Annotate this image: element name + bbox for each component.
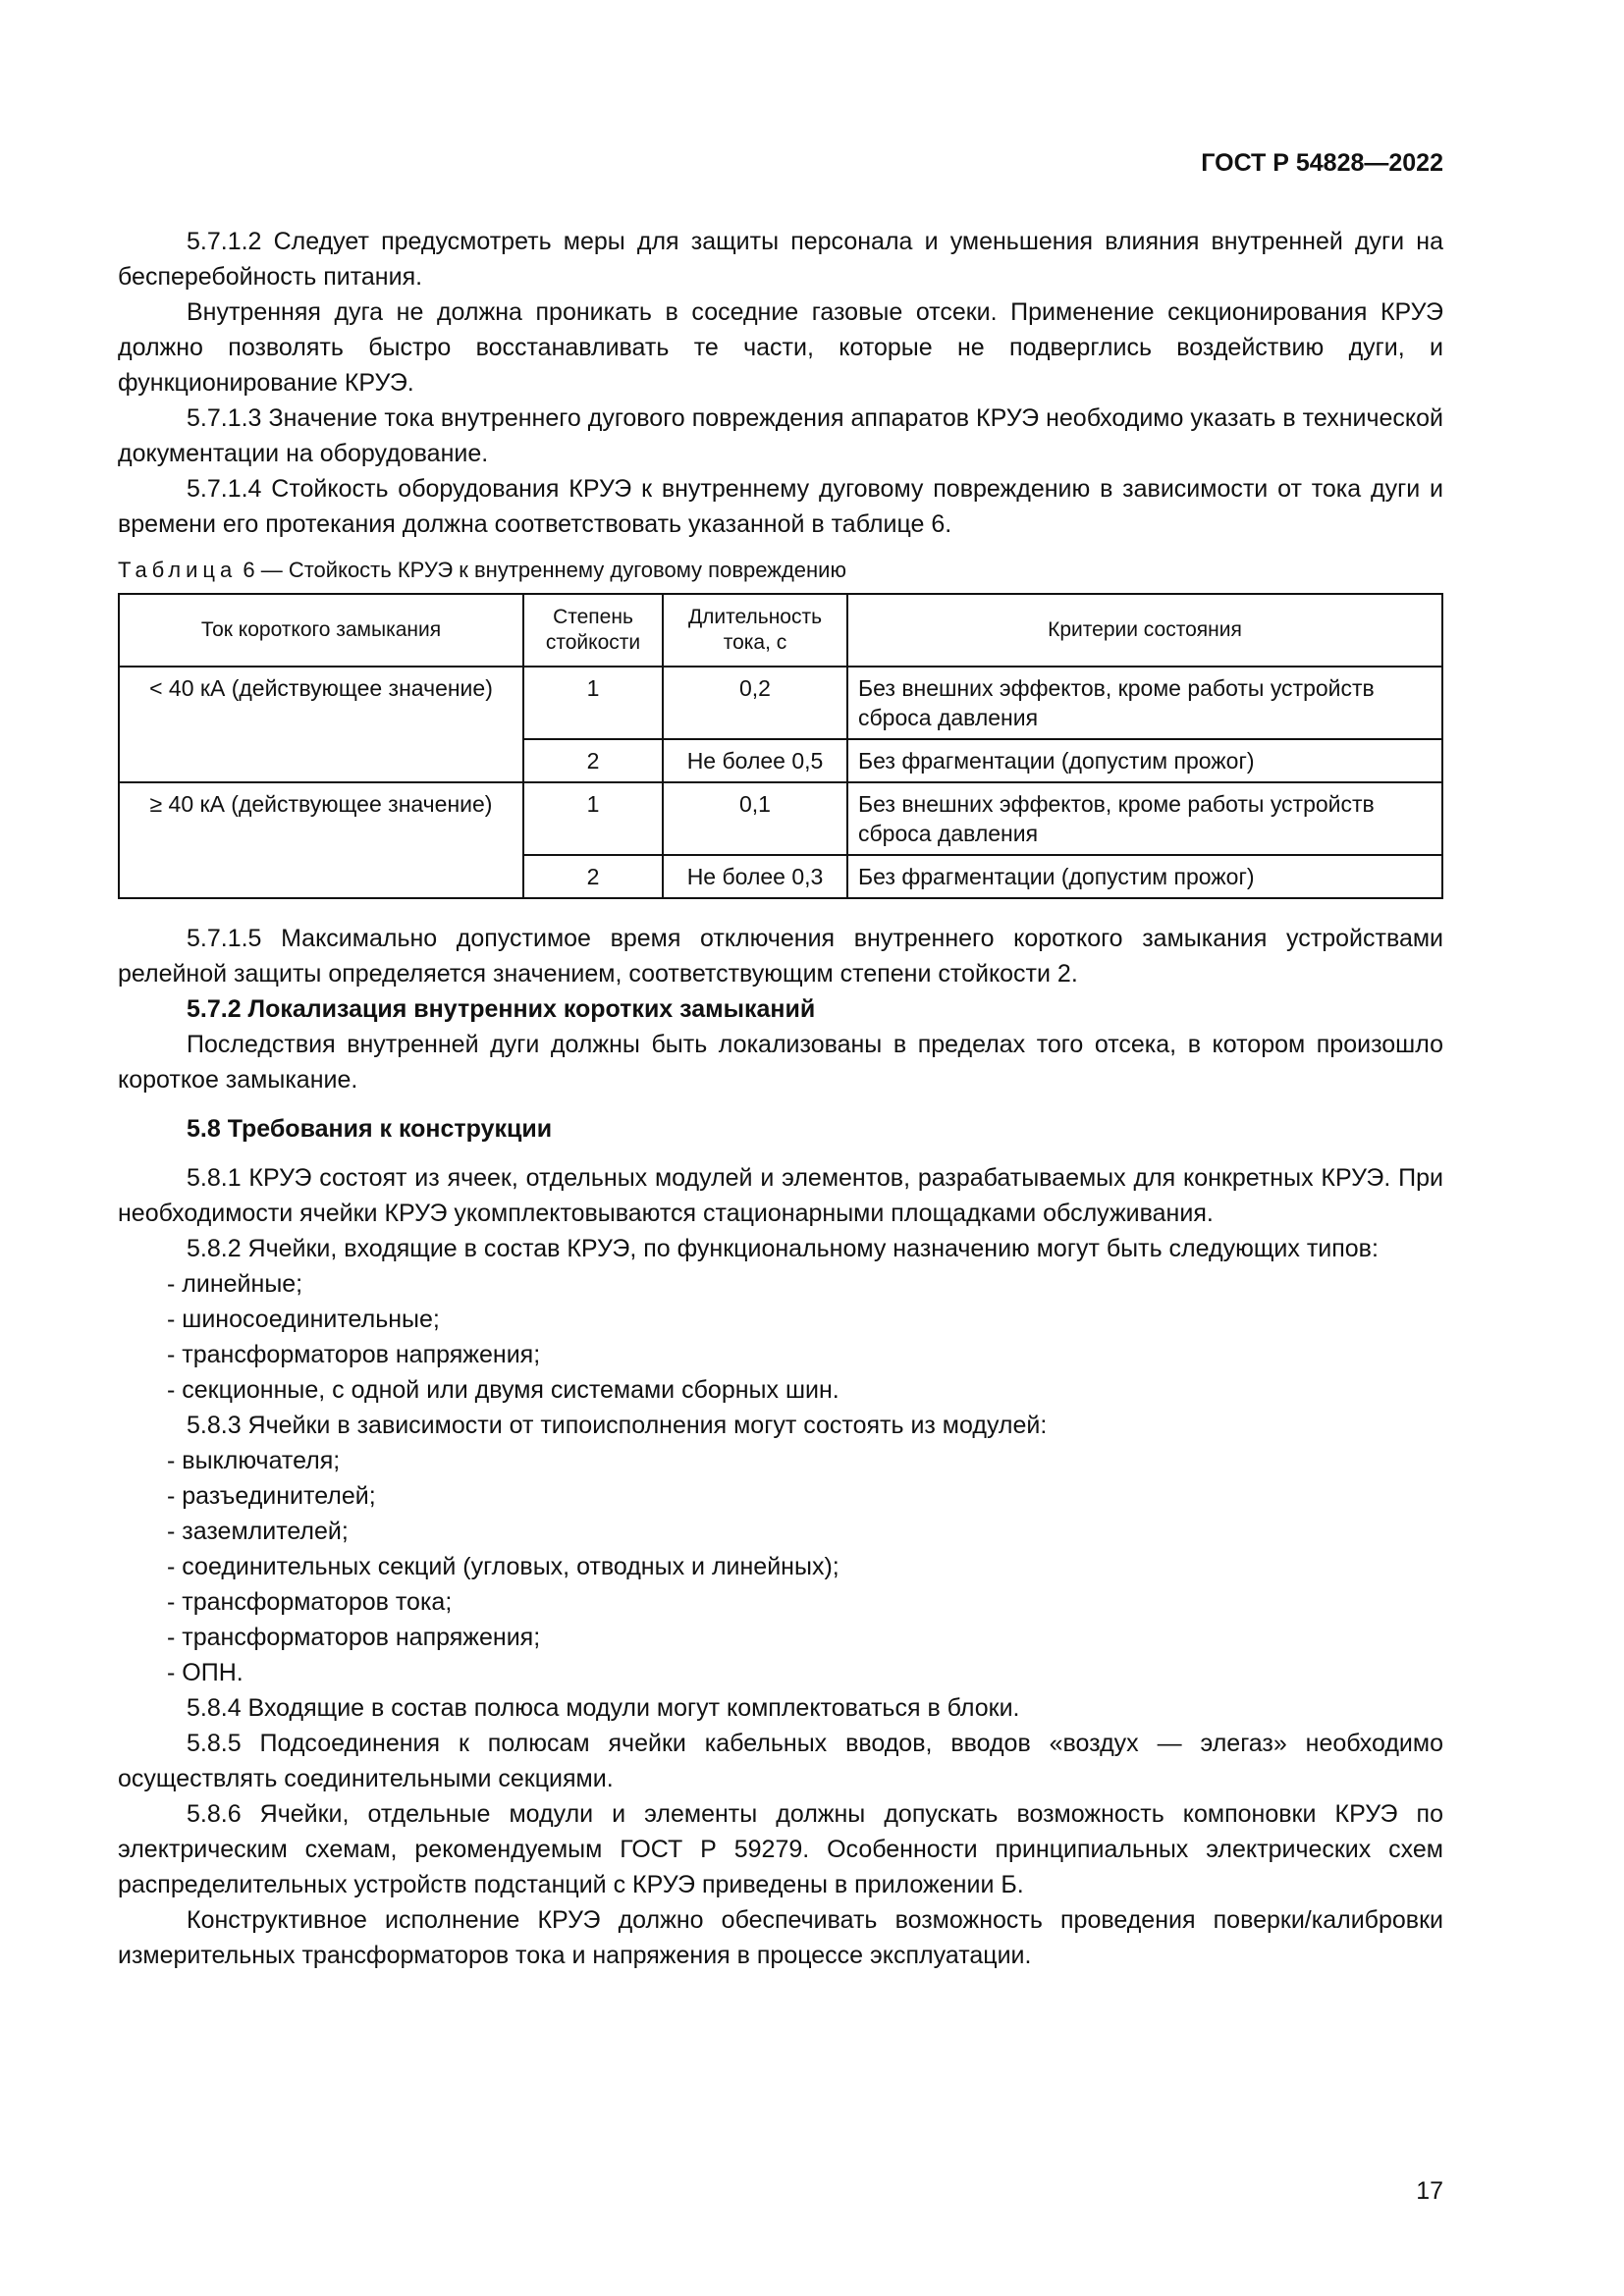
paragraph: 5.7.1.3 Значение тока внутреннего дугового повреждения аппаратов КРУЭ необходимо указать в технической документации на оборудование.: [118, 404, 1443, 467]
header-current: Ток короткого замыкания: [119, 594, 523, 667]
cell-degree: 1: [523, 667, 663, 739]
arc-resistance-table: [118, 593, 1443, 899]
list-item: - шиносоединительные;: [118, 1302, 1443, 1337]
list-item: - линейные;: [118, 1266, 1443, 1302]
paragraph: 5.8.4 Входящие в состав полюса модули могут комплектоваться в блоки.: [187, 1694, 1020, 1722]
paragraph: 5.8.6 Ячейки, отдельные модули и элементы должны допускать возможность компоновки КРУЭ по электрическим схемам, рекомендуемым ГОСТ Р 59279. Особенности принципиальных электрических схем распределительных устройств подстанций с КРУЭ приведены в приложении Б.: [118, 1800, 1443, 1898]
cell-duration: 0,2: [663, 667, 847, 739]
paragraph: Конструктивное исполнение КРУЭ должно обеспечивать возможность проведения поверки/калибровки измерительных трансформаторов тока и напряжения в процессе эксплуатации.: [118, 1906, 1443, 1969]
header-criteria: Критерии состояния: [847, 594, 1442, 667]
section-heading: 5.7.2 Локализация внутренних коротких замыканий: [187, 995, 816, 1023]
paragraph: Внутренняя дуга не должна проникать в соседние газовые отсеки. Применение секционирования КРУЭ должно позволять быстро восстанавливать те части, которые не подверглись воздействию дуги, и функционирование КРУЭ.: [118, 298, 1443, 397]
list-item: - трансформаторов напряжения;: [118, 1620, 1443, 1655]
table-caption-text: 6 — Стойкость КРУЭ к внутреннему дуговому повреждению: [237, 558, 846, 582]
table-row: [119, 782, 1442, 855]
table-header-row: [119, 594, 1442, 667]
list-item: - секционные, с одной или двумя системами сборных шин.: [118, 1372, 1443, 1408]
list-item: - выключателя;: [118, 1443, 1443, 1478]
header-duration: Длительность тока, с: [663, 594, 847, 667]
list-item: - трансформаторов тока;: [118, 1584, 1443, 1620]
paragraph: 5.8.1 КРУЭ состоят из ячеек, отдельных модулей и элементов, разрабатываемых для конкретных КРУЭ. При необходимости ячейки КРУЭ укомплектовываются стационарными площадками обслуживания.: [118, 1164, 1443, 1227]
paragraph: 5.8.2 Ячейки, входящие в состав КРУЭ, по функциональному назначению могут быть следующих типов:: [187, 1235, 1379, 1262]
list-item: - ОПН.: [118, 1655, 1443, 1690]
cell-criteria: Без внешних эффектов, кроме работы устройств сброса давления: [847, 667, 1442, 739]
paragraph: Последствия внутренней дуги должны быть локализованы в пределах того отсека, в котором произошло короткое замыкание.: [118, 1031, 1443, 1094]
cell-duration: Не более 0,5: [663, 739, 847, 782]
paragraph: 5.8.5 Подсоединения к полюсам ячейки кабельных вводов, вводов «воздух — элегаз» необходимо осуществлять соединительными секциями.: [118, 1730, 1443, 1792]
cell-current: < 40 кА (действующее значение): [119, 667, 523, 782]
cell-degree: 2: [523, 739, 663, 782]
standard-code: ГОСТ Р 54828—2022: [1201, 149, 1443, 177]
cell-duration: 0,1: [663, 782, 847, 855]
list-item: - трансформаторов напряжения;: [118, 1337, 1443, 1372]
cell-duration: Не более 0,3: [663, 855, 847, 898]
list-item: - разъединителей;: [118, 1478, 1443, 1514]
document-body: [118, 224, 1443, 1973]
paragraph: 5.7.1.2 Следует предусмотреть меры для защиты персонала и уменьшения влияния внутренней дуги на бесперебойность питания.: [118, 228, 1443, 291]
cell-degree: 2: [523, 855, 663, 898]
paragraph: 5.7.1.5 Максимально допустимое время отключения внутреннего короткого замыкания устройствами релейной защиты определяется значением, соответствующим степени стойкости 2.: [118, 925, 1443, 988]
paragraph: 5.8.3 Ячейки в зависимости от типоисполнения могут состоять из модулей:: [187, 1412, 1048, 1439]
table-row: [119, 667, 1442, 739]
list-item: - заземлителей;: [118, 1514, 1443, 1549]
cell-criteria: Без внешних эффектов, кроме работы устройств сброса давления: [847, 782, 1442, 855]
cell-types-list: [118, 1266, 1443, 1408]
cell-current: ≥ 40 кА (действующее значение): [119, 782, 523, 898]
cell-criteria: Без фрагментации (допустим прожог): [847, 739, 1442, 782]
table-caption: [118, 556, 1443, 585]
cell-degree: 1: [523, 782, 663, 855]
paragraph: 5.7.1.4 Стойкость оборудования КРУЭ к внутреннему дуговому повреждению в зависимости от тока дуги и времени его протекания должна соответствовать указанной в таблице 6.: [118, 475, 1443, 538]
section-heading: 5.8 Требования к конструкции: [187, 1115, 553, 1143]
page-number: 17: [1416, 2177, 1443, 2205]
table-caption-prefix: Таблица: [118, 558, 238, 582]
header-degree: Степень стойкости: [523, 594, 663, 667]
modules-list: [118, 1443, 1443, 1690]
list-item: - соединительных секций (угловых, отводных и линейных);: [118, 1549, 1443, 1584]
cell-criteria: Без фрагментации (допустим прожог): [847, 855, 1442, 898]
